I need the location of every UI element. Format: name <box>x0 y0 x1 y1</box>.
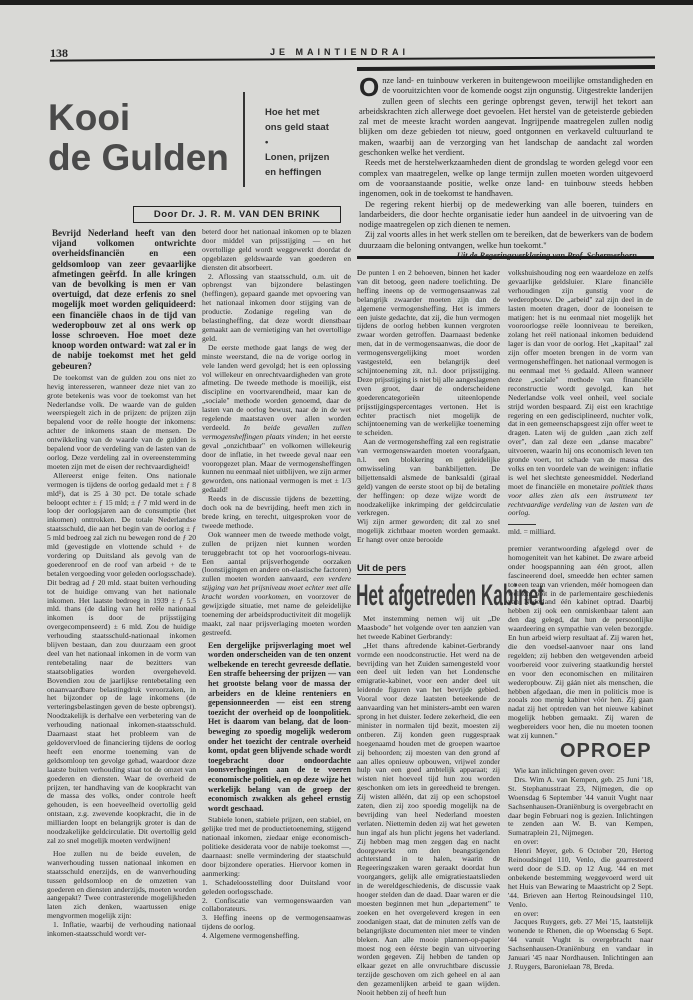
article-column-3 <box>357 269 500 544</box>
paragraph: Wij zijn armer geworden; dit zal zo snel mogelijk zichtbaar moeten worden gemaakt. Er hangt over onze berooide <box>357 517 500 545</box>
byline: Door Dr. J. R. M. VAN DEN BRINK <box>133 206 341 223</box>
article-subtitle <box>265 105 329 180</box>
lead-paragraph: Bevrijd Nederland heeft van den vijand volkomen ontwrichte overheidsfinanciën en een geldsomloop van zeer gevaarlijke afmetingen geërfd. In alle kringen van de bevolking is men er van overtuigd, dat deze erfenis zo snel mogelijk moet worden geliquideerd: een financiële chaos in de tijd van wederopbouw zet al ons werk op losse schroeven. Hoe moet deze knoop worden ontward: wat zal er in de nabije toekomst met het geld gebeuren? <box>52 228 196 371</box>
subtitle-line: ons geld staat <box>265 122 329 133</box>
footnote: mld. = milliard. <box>508 527 556 537</box>
list-item: 3. Heffing ineens op de vermogensaanwas tijdens de oorlog. <box>202 913 351 932</box>
paragraph <box>202 344 351 495</box>
quote-box <box>359 72 653 254</box>
article-column-1 <box>47 228 196 939</box>
text: en voorzover de gewijzigde situatie, met name de geleidelijke toeneming der arbeidsproductiviteit dit mogelijk maakt, zal naar prijsverlaging moeten worden gestreefd. <box>202 592 351 637</box>
scan-edge <box>0 0 693 5</box>
article-column-2 <box>202 228 351 941</box>
press-title: Het afgetreden Kabinet <box>356 578 544 612</box>
paragraph: 1. Inflatie, waarbij de verhouding nationaal inkomen-staatsschuld wordt ver- <box>47 920 196 939</box>
title-line: Kooi <box>48 97 131 138</box>
paragraph: Aan de vermogensheffing zal een registratie van vermogenswaarden moeten voorafgaan, n.l. een blokkering en geleidelijke omwisseling van bankbiljetten. De biljettensaldi alsmede de banksaldi (giraal geld) vangen de eerste stoot op bij de betaling der heffingen: op deze wijze wordt de noodzakelijke inkrimping der geldcirculatie verkregen. <box>357 437 500 518</box>
text: volkshuishouding nog een waardeloze en zelfs gevaarlijke geldsluier. Klare financiële verhoudingen zijn gunstig voor de wederopbouw. De „arbeid" zal zijn deel in de lasten moeten dragen, door de looneisen te matigen: het is nu eenmaal niet mogelijk het vooroorlogse reële loonniveau te bereiken, zolang het reël nationaal inkomen beduidend lager is dan voor de oorlog. Het „kapitaal" zal zijn offer moeten brengen in de vorm van vermogensheffingen. het nationaal vermogen is nu eenmaal met ⅓ gedaald. Alleen wanneer deze „sociale" methode van financiële reconstructie wordt gevolgd, kan het Nederlandse volk veel onheil, veel sociale strijd worden bespaard. Zij eist een krachtige regering en een gedisciplineerd, nuchter volk, dat in een gemeenschapsgeest zijn offer weet te dragen. Laten wij de gulden „aan zich zelf over", dan zal deze een „danse macabre" uitvoeren, waarin hij ons economisch leven ten gronde voert, tot schade van de massa des volks en ten voordele van de weinigen: inflatie is wel het slechtste geneesmiddel. Nederland moet de financiële en monetaire <box>508 268 653 491</box>
quote-bottom-rule <box>357 256 654 259</box>
press-column-1 <box>357 614 500 998</box>
press-column-2 <box>508 544 653 741</box>
dropcap: O <box>359 72 380 102</box>
footnote-rule <box>508 524 536 525</box>
subtitle-line: Hoe het met <box>265 107 320 118</box>
quote-paragraph: Reeds met de herstelwerkzaamheden dient de grondslag te worden gelegd voor een complex van maatregelen, welke op lange termijn zullen moeten worden uitgevoerd om de vooraanstaande positie, welke onze land- en tuinbouw steeds hebben ingenomen, ook in de toekomst te handhaven. <box>359 158 653 199</box>
article-column-4 <box>508 269 653 549</box>
text: De eerste methode gaat langs de weg der minste weerstand, die na de vorige oorlog in vele landen werd gevolgd; het is een oplossing vol willekeur en onrechtvaardigheden van grote afmeting. De tweede methode is moeilijk, eist discipline en voortvarendheid, maar kan de „sociale" methode worden genoemd, daar de lasten van de oorlog bewust, naar de in de wet regelende maatstaven over allen worden verdeeld. <box>202 342 351 432</box>
notice-title: OPROEP <box>560 740 652 762</box>
header-rule <box>50 56 655 61</box>
paragraph: Allereerst enige feiten. Ons nationale vermogen is tijdens de oorlog gedaald met ± ƒ 8 mld¹), dat is 25 à 30 pct. De totale schade beloopt echter ± ƒ 15 mld; ± ƒ 7 mld werd in de loop der oorlogsjaren aan de consumptie (het inkomen) onttrokken. De totale Nederlandse staatsschuld, die aan het begin van de oorlog ± ƒ 5 mld bedroeg zal zich nu bewegen rond de ƒ 20 mld (gevestigde en vlottende schuld + de vordering op Duitsland als gevolg van de goederenroof en de roof van arbeid + de te betalen vergoeding voor geleden oorlogsschade). Dit bedrag ad ƒ 20 mld. staat buiten verhouding tot de huidige omvang van het nationale inkomen. Het laatste bedroeg in 1939 ± ƒ 5.5 mld. thans (de daling van het reële nationaal inkomen is door de prijsstijging overgecompenseerd) ± 6 mld. Zou de huidige verhouding staatsschuld-nationaal inkomen blijven bestaan, dan zou duurzaam een groot deel van het nationaal inkomen in de vorm van rentebetaling naar de bezitters van staatsobligaties worden overgeheveld. Bovendien zou de jaarlijkse rentebetaling een onaanvaardbare belastingdruk veroorzaken, in het bijzonder op de lage inkomens (de verteringsbelastingen geven de beste opbrengst). Noodzakelijk is derhalve een verbetering van de verhouding nationaal inkomen-staatsschuld. Daarnaast staat het probleem van de geldovervloed de financiering tijdens de oorlog heeft een enorme toeneming van de geldsomloop ten gevolge gehad, waardoor deze laatste buiten verhouding staat tot de omzet van goederen en diensten. Waar de overheid de prijzen, ter handhaving van de koopkracht van de massa des volks, onder controle heeft gehouden, is een hoeveelheid overtollig geld ontstaan, z.g. zwevende koopkracht, die in de milliarden loopt en belangrijk groter is dan de noodzakelijke geldcirculatie. Dit overtollig geld zal zo snel mogelijk moeten verdwijnen! <box>47 470 196 845</box>
paragraph: Met instemming nemen wij uit „De Maasbode" het volgende over ten aanzien van het tweede Kabinet Gerbrandy: <box>357 614 500 641</box>
paragraph: Reeds in de discussie tijdens de bezetting, doch ook na de bevrijding, heeft men zich in brede kring, en terecht, uitgesproken voor de tweede methode. <box>202 494 351 530</box>
paragraph: 2. Aflossing van staatsschuld, o.m. uit de opbrengst van bijzondere belastingen (heffingen), gepaard gaande met opvoering van het nationaal inkomen door stijging van de productie. Zodanige regeling van de belastingheffing, dat deze wordt dienstbaar gemaakt aan de vernietiging van het overtollige geld. <box>202 271 351 343</box>
text: Ook wanneer men de tweede methode volgt, zullen de prijzen niet kunnen worden teruggebracht tot op het vooroorlogs-niveau. Een aantal prijsverhogende oorzaken (loonstijgingen en andere on-elastische factoren) zullen moeten worden aanvaard, <box>202 529 351 584</box>
paragraph: Wie kan inlichtingen geven over: <box>514 766 615 775</box>
subtitle-line: Lonen, prijzen <box>265 152 330 163</box>
italic-text: politiek thans voor alles zien als een instrument ter rechtvaardige verdeling van de lasten van de oorlog. <box>508 481 653 518</box>
title-line: de Gulden <box>48 137 229 178</box>
bullet: • <box>265 137 269 148</box>
quote-paragraph: Zij zal voorts alles in het werk stellen om te bereiken, dat de bewerkers van de bodem duurzaam die beloning ontvangen, welke hun toekomt." <box>359 230 653 250</box>
quote-paragraph: De regering rekent hierbij op de medewerking van alle boeren, tuinders en landarbeiders, die door hechte organisatie ieder hun aandeel in de uitvoering van de nodige maatregelen op zich dienen te nemen. <box>359 199 653 230</box>
paragraph: premier verantwoording afgelegd over de homogeniteit van het kabinet. De zware arbeid onder hoogspanning aan één groot, allen fascineerend doel, smeedde hen echter samen tot een team van vrienden, méér homogeen dan wellicht ooit in de parlementaire geschiedenis van Nederland één kabinet optrad. Daarbij hebben zij ook een onmiskenbaar talent aan den dag gelegd, dat hun de persoonlijke waardeering en sympathie van velen bezorgde. En hun arbeid wierp resultaat af. Zij waren het, die den voedsel-aanvoer naar ons land regelden; zij hebben den wetgevenden arbeid voorbereid voor zuivering staatkundig herstel en voor den economischen en militairen wederopbouw. Zij gáán niet als menschen, die hebben afgedaan, die men in politicis moe is zooals zoo menig kabinet vóór hen. Zij gaan nadat zij het optreden van het nieuwe kabinet mogelijk hebben gemaakt. Zij waren de wegbereiders voor hen, die nu moeten toonen wat zij kunnen." <box>508 544 653 741</box>
list-item: 2. Confiscatie van vermogenswaarden van collaborateurs. <box>202 895 351 914</box>
bold-paragraph: Een dergelijke prijsverlaging moet wel worden onderscheiden van de ten onzent welbekende en terecht gevreesde deflatie. Een straffe beheersing der prijzen — van het grootste belang voor de massa der arbeiders en de kleine renteniers en gepensionneerden — eist een streng toezicht der overheid op de loonpolitiek. Het is daarom van belang, dat de loon-beweging zo spoedig mogelijk wederom onder het toezicht der centrale overheid komt, opdat geen blijvende schade wordt toegebracht door ondoordachte loonsverhogingen aan de te voeren economische politiek, en op deze wijze het werkelijk belang van de groep der economisch zwakken als geheel ernstig wordt geschaad. <box>208 640 351 813</box>
paragraph <box>508 269 653 518</box>
paragraph: „Het thans aftredende kabinet-Gerbrandy vormde een noodconstructie. Het werd na de bevrijding van het Zuiden samengesteld voor een deel uit leden van het Londensche emigratie-kabinet, voor een ander deel uit leidende figuren van het bevrijde gebied. Vooral voor deze laatsten beteekende de aanvaarding van het ministers-ambt een waren sprong in het duister. Iedere zekerheid, die een minister in normalen tijd bezit, moesten zij ontberen. Zij konden geen ruggespraak hoegenaamd houden met de groepen waartoe zij behoorden; zij moesten van den grond af aan alles opnieuw opbouwen, vrijwel zonder hulp van een goed ambtelijk apparaat; zij wisten niet hoeveel tijd hun zou worden geschonken om iets in gereedheid te brengen. Zij wisten alléén, dat zij op een schopstoel zaten, dien zij zoo spoedig mogelijk na de bevrijding van heel Nederland moesten verlaten. Niettemin deden zij wat het geweten hun ingaf als hun plicht jegens het vaderland. Zij hebben mag men zeggen dag en nacht doorgewerkt om den beangstigenden achterstand in te halen, waarin de Regeeringszaken waren geraakt doordat hun voorgangers, gelijk alle emigratiestaatslieden in de wereldgeschiedenis, de discussie vaak hooger stelden dan de daad. Daar waren er die moesten beginnen met hun „departement" te zoeken en het overgeleverd kregen in een zoodanigen staat, dat de minuten zelfs van de belangrijkste documenten niet meer te vinden bleken. Aan alle mooie plannen-op-papier moest nog een éérste begin van uitvoering worden gegeven. Zij hebben de tanden op elkaar gezet en alle onvruchtbare discussie terzijde geschoven om zich geheel en al aan den gezamenlijken arbeid te gaan wijden. Nooit hebben zij of heeft hun <box>357 640 500 998</box>
notice-body <box>508 766 653 971</box>
paragraph <box>202 531 351 638</box>
italic-text: een verdere stijging van het prijsniveau moet echter met alle kracht worden voorkomen, <box>202 574 351 602</box>
list-item: 1. Schadeloosstelling door Duitsland voor geleden oorlogsschade. <box>202 877 351 896</box>
paragraph: De toekomst van de gulden zou ons niet zo hevig interesseren, wanneer deze niet van zo grote betekenis was voor de toekomst van het Nederlandse volk. De waarde van de gulden weerspiegelt zich in de prijzen: de prijzen zijn bepalend voor de reële hoogte der inkomens: achter de inkomens staan de mensen. De ontwikkeling van de waarde van de gulden is bepalend voor de verdeling van de lasten van de oorlog. Deze verdeling zal in overeenstemming moeten zijn met de eisen der rechtvaardigheid! <box>47 372 196 471</box>
page-number: 138 <box>50 46 68 60</box>
title-divider <box>243 92 245 187</box>
paragraph: en over: <box>514 837 539 847</box>
paragraph: De punten 1 en 2 behoeven, binnen het kader van dit betoog, geen nadere toelichting. De heffing ineens op de vermogensaanwas zal belangrijk zwaarder moeten zijn dan de algemene vermogensheffing. Het is immers een juiste gedachte, dat zij, die hun vermogen tijdens de oorlog hebben kunnen vergroten zwaar worden getroffen. Daarnaast bedenke men, dat in de vermogensaanwas, die door de vermogensvergelijking moet worden vastgesteld, een belangrijk deel schijntoeneming zit, n.l. door prijsstijging. Deze prijsstijging is niet bij alle aangeslagenen even groot, daar de onderscheidene goederencategorieën uiteenlopende prijsstijgingspercentages vertonen. Het is echter practisch niet mogelijk de schijntoeneming van de werkelijke toeneming te scheiden. <box>357 268 500 438</box>
paragraph: Hoe zullen nu de beide euvelen, de wanverhouding tussen nationaal inkomen en staatsschuld enerzijds, en de wanverhouding tussen geldsomloop en de omzetten van goederen en diensten anderzijds, moeten worden aangepakt? Twee contrasterende mogelijkheden laten zich denken, waartussen enige mengvormen mogelijk zijn: <box>47 848 196 921</box>
list-item: 4. Algemene vermogensheffing. <box>202 931 300 941</box>
masthead: JE MAINTIENDRAI <box>270 47 410 57</box>
quote-top-rule <box>357 65 655 71</box>
subtitle-line: en heffingen <box>265 167 322 178</box>
paragraph: Stabiele lonen, stabiele prijzen, een stabiel, en gelijke tred met de productietoeneming, stijgend nationaal inkomen, ziedaar enige economisch-politieke desiderata voor de nabije toekomst —, daarnaast: snelle vermindering der staatschuld door bijzondere operaties. Hiervoor komen in aanmerking: <box>202 815 351 878</box>
paragraph: Drs. Wim A. van Kempen, geb. 25 Juni '18, St. Stephanusstraat 23, Nijmegen, die op Woensdag 6 September '44 vanuit Vught naar Sachsenhausen-Oraniënburg is overgebracht en daar begin Februari nog is gezien. Inlichtingen te zenden aan W. B. van Kempen, Sumatraplein 21, Nijmegen. <box>508 774 653 838</box>
text: in het eerste geval „onzichtbaar" en volkomen willekeurig door de inflatie, in het tweede geval naar een vooropgezet plan. Maar de vermogensheffingen kunnen nu eenmaal niet uitblijven, we zijn armer geworden, ons nationaal vermogen is met ± 1/3 gedaald! <box>202 431 351 495</box>
italic-text: In beide gevallen zullen vermogensheffingen plaats vinden; <box>202 422 352 441</box>
paragraph: beterd door het nationaal inkomen op te blazen door middel van prijsstijging — en het overtollige geld wordt weggewerkt doordat de opgeblazen geldswaarde van goederen en diensten dit absorbeert. <box>202 227 351 272</box>
section-label: Uit de pers <box>357 563 407 574</box>
paragraph: Henri Meyer, geb. 6 October '20, Hertog Reinoudsingel 110, Venlo, die gearresteerd werd door de S.D. op 12 Aug. '44 en met onbekende bestemming weggevoerd werd uit het Huis van Bewaring te Maastricht op 2 Sept. '44. Brieven aan Hertog Reinoudsingel 110, Venlo. <box>508 846 653 909</box>
article-title <box>48 98 229 178</box>
paragraph: Jacques Ruygers, geb. 27 Mei '15, laatstelijk wonende te Rhenen, die op Woensdag 6 Sept. '44 vanuit Vught is overgebracht naar Sachsenhausen-Oraniënburg en vandaar in Januari '45 naar Nordhausen. Inlichtingen aan J. Ruygers, Baronielaan 78, Breda. <box>508 917 653 971</box>
paragraph: en over: <box>514 908 539 918</box>
quote-paragraph: nze land- en tuinbouw verkeren in buitengewoon moeilijke omstandigheden en de vooruitzichten voor de komende oogst zijn ongunstig. Uitgestrekte landerijen zullen geen of slechts een geringe opbrengst geven, terwijl het tekort aan arbeidskrachten zich allerwege doet gevoelen. Het herstel van de geteisterde gebieden zal met de meeste kracht worden aangevat. Ingrijpende maatregelen zullen nodig blijken om deze gebieden tot nieuw, goed ontgonnen en verkaveld cultuurland te maken, waarbij aan de verzorging van het landschap de aandacht zal worden geschonken welke het verdient. <box>359 76 653 158</box>
